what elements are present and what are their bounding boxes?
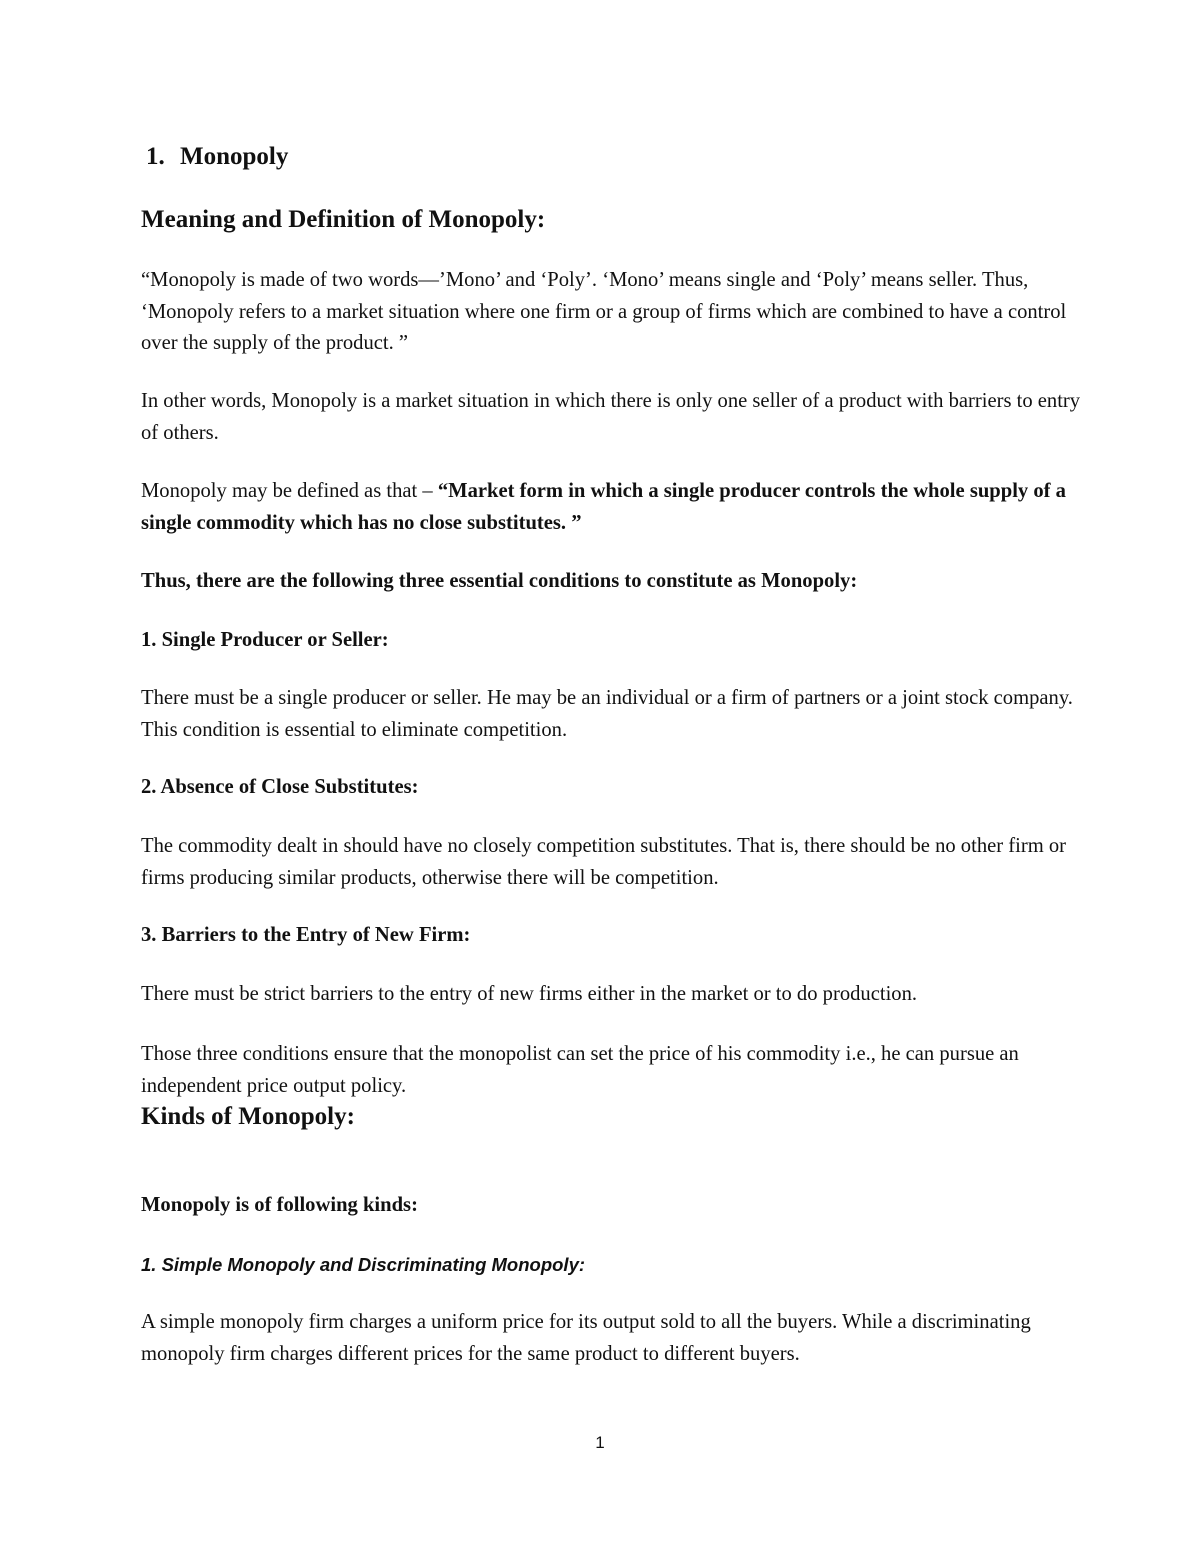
condition-2-text: The commodity dealt in should have no closely competition substitutes. That is, there should be no other firm or firms producing similar products, otherwise there will be competition. <box>141 835 1067 889</box>
conditions-intro: Thus, there are the following three essential conditions to constitute as Monopoly: <box>141 570 858 592</box>
definition-intro: Monopoly may be defined as that – <box>141 480 438 502</box>
definition-quote: “Market form in which a single producer controls the whole supply of a single commodity which has no close substitutes. ” <box>141 480 1066 534</box>
page-number: 1 <box>595 1433 605 1452</box>
kinds-intro: Monopoly is of following kinds: <box>141 1194 418 1216</box>
paragraph-definition <box>141 476 1081 539</box>
condition-2-title: 2. Absence of Close Substitutes: <box>141 776 419 798</box>
condition-3-text: There must be strict barriers to the entry of new firms either in the market or to do production. <box>141 983 918 1005</box>
section-heading-meaning: Meaning and Definition of Monopoly: <box>141 206 546 233</box>
paragraph-other-words: In other words, Monopoly is a market situation in which there is only one seller of a product with barriers to entry of others. <box>141 390 1081 444</box>
condition-3-title: 3. Barriers to the Entry of New Firm: <box>141 924 471 946</box>
heading-number: 1. <box>146 143 165 170</box>
heading-monopoly <box>146 142 1086 172</box>
condition-1-text: There must be a single producer or seller. He may be an individual or a firm of partners or a joint stock company. This condition is essential to eliminate competition. <box>141 687 1073 741</box>
section-heading-kinds: Kinds of Monopoly: <box>141 1103 355 1130</box>
paragraph-quote: “Monopoly is made of two words—’Mono’ and ‘Poly’. ‘Mono’ means single and ‘Poly’ means seller. Thus, ‘Monopoly refers to a market situation where one firm or a group of firms which are combined to have a control over the supply of the product. ” <box>141 269 1067 354</box>
condition-1-title: 1. Single Producer or Seller: <box>141 629 389 651</box>
heading-title: Monopoly <box>180 143 289 170</box>
kind-1-title: 1. Simple Monopoly and Discriminating Monopoly: <box>141 1254 586 1275</box>
conditions-summary: Those three conditions ensure that the monopolist can set the price of his commodity i.e., he can pursue an independent price output policy. <box>141 1043 1019 1097</box>
kind-1-text: A simple monopoly firm charges a uniform price for its output sold to all the buyers. While a discriminating monopoly firm charges different prices for the same product to different buyers. <box>141 1311 1031 1365</box>
